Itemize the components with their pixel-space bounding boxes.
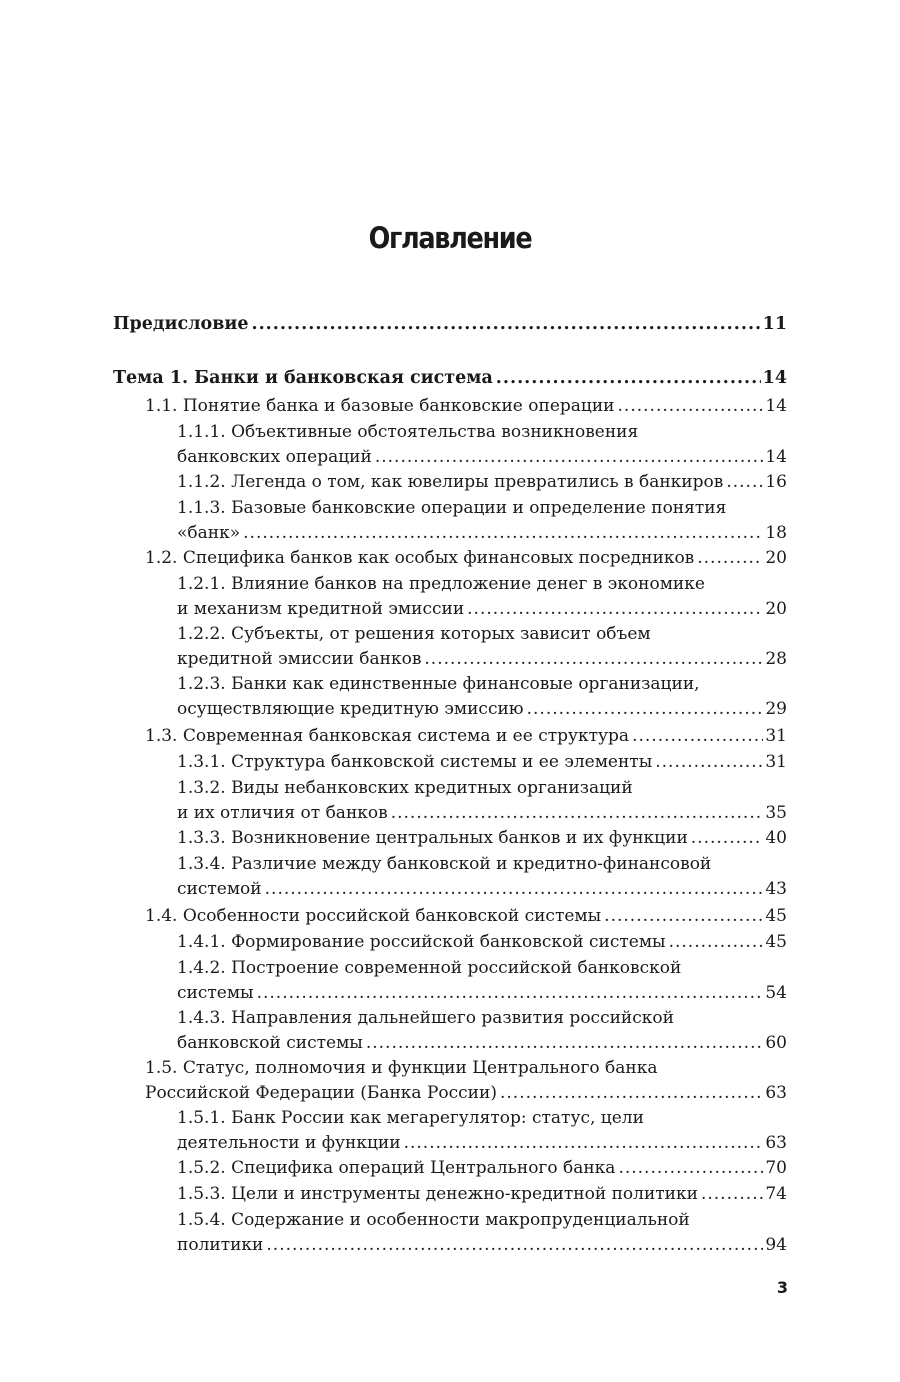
dot-leader	[375, 445, 764, 470]
toc-entry-title: деятельности и функции	[177, 1133, 401, 1153]
dot-leader	[257, 981, 764, 1006]
toc-entry-title: 1.5.1. Банк России как мегарегулятор: статус, цели	[177, 1108, 644, 1128]
toc-entry	[145, 546, 787, 571]
dot-leader	[404, 1131, 764, 1156]
toc-entry-title: системы	[177, 983, 254, 1003]
toc-entry-title: и механизм кредитной эмиссии	[177, 599, 465, 619]
toc-entry-title: «банк»	[177, 523, 241, 543]
toc-entry	[177, 826, 787, 851]
toc-entry-title: 1.3. Современная банковская система и ее структура	[145, 726, 630, 746]
toc-entry-page: 14	[765, 447, 787, 467]
toc-entry	[177, 622, 787, 672]
toc-entry	[177, 852, 787, 902]
toc-entry	[113, 366, 787, 391]
dot-leader	[618, 394, 764, 419]
dot-leader	[618, 1156, 763, 1181]
toc-entry-page: 63	[765, 1083, 787, 1103]
toc-entry-title: 1.1. Понятие банка и базовые банковские операции	[145, 396, 615, 416]
toc-entry-title: 1.2. Специфика банков как особых финансовых посредников	[145, 548, 695, 568]
dot-leader	[251, 312, 760, 337]
toc-entry-title: 1.2.2. Субъекты, от решения которых зависит объем	[177, 624, 651, 644]
dot-leader	[265, 877, 764, 902]
toc-entry-title: 1.3.2. Виды небанковских кредитных организаций	[177, 778, 633, 798]
toc-entry-title: 1.3.4. Различие между банковской и кредитно-финансовой	[177, 854, 712, 874]
dot-leader	[500, 1081, 763, 1106]
dot-leader	[691, 826, 764, 851]
toc-entry-page: 45	[765, 932, 787, 952]
dot-leader	[424, 647, 763, 672]
toc-entry-title: 1.5.3. Цели и инструменты денежно-кредитной политики	[177, 1184, 698, 1204]
toc-entry-page: 31	[765, 752, 787, 772]
toc-entry-page: 74	[765, 1184, 787, 1204]
dot-leader	[527, 697, 764, 722]
toc-entry-title: системой	[177, 879, 262, 899]
dot-leader	[669, 930, 764, 955]
toc-entry	[177, 930, 787, 955]
toc-entry-title: 1.5. Статус, полномочия и функции Центрального банка	[145, 1058, 658, 1078]
toc-entry-title: 1.4.2. Построение современной российской банковской	[177, 958, 682, 978]
toc-entry	[177, 470, 787, 495]
dot-leader	[243, 521, 763, 546]
dot-leader	[366, 1031, 764, 1056]
toc-entry-page: 40	[765, 828, 787, 848]
toc-entry	[145, 1056, 787, 1106]
toc-entry-title: политики	[177, 1235, 264, 1255]
toc-entry-page: 60	[765, 1033, 787, 1053]
toc-entry-title: 1.5.2. Специфика операций Центрального банка	[177, 1158, 616, 1178]
dot-leader	[391, 801, 764, 826]
page-title: Оглавление	[368, 221, 532, 255]
toc-entry	[177, 750, 787, 775]
toc-entry	[177, 420, 787, 470]
toc-entry-title: 1.5.4. Содержание и особенности макропруденциальной	[177, 1210, 690, 1230]
toc-entry-page: 11	[762, 314, 787, 334]
toc-entry-page: 28	[765, 649, 787, 669]
toc-entry-title: Российской Федерации (Банка России)	[145, 1083, 497, 1103]
toc-entry	[177, 1006, 787, 1056]
dot-leader	[632, 724, 763, 749]
toc-entry-page: 35	[765, 803, 787, 823]
toc-entry-page: 70	[765, 1158, 787, 1178]
toc-entry-title: банковских операций	[177, 447, 372, 467]
dot-leader	[701, 1182, 763, 1207]
toc-entry-title: Тема 1. Банки и банковская система	[113, 368, 493, 388]
toc-entry	[177, 672, 787, 722]
toc-entry-page: 63	[765, 1133, 787, 1153]
toc-entry	[177, 1106, 787, 1156]
toc-entry-title: 1.1.1. Объективные обстоятельства возникновения	[177, 422, 639, 442]
dot-leader	[496, 366, 761, 391]
toc-entry	[177, 572, 787, 622]
toc-entry-title: 1.1.3. Базовые банковские операции и определение понятия	[177, 498, 727, 518]
toc-entry	[113, 312, 787, 337]
dot-leader	[655, 750, 763, 775]
toc-entry	[145, 724, 787, 749]
toc-entry-page: 29	[765, 699, 787, 719]
toc-entry-title: Предисловие	[113, 314, 249, 334]
toc-entry	[177, 1208, 787, 1258]
page-number: 3	[776, 1278, 788, 1297]
toc-entry-page: 54	[765, 983, 787, 1003]
toc-entry	[177, 776, 787, 826]
toc-entry-page: 94	[765, 1235, 787, 1255]
toc-entry-page: 31	[765, 726, 787, 746]
toc-entry	[145, 904, 787, 929]
toc-entry-page: 16	[765, 472, 787, 492]
toc-entry-title: 1.4. Особенности российской банковской системы	[145, 906, 602, 926]
toc-entry-page: 45	[765, 906, 787, 926]
toc-entry-title: 1.1.2. Легенда о том, как ювелиры превратились в банкиров	[177, 472, 724, 492]
toc-entry-title: 1.2.1. Влияние банков на предложение денег в экономике	[177, 574, 705, 594]
toc-entry-page: 20	[765, 548, 787, 568]
toc-entry-title: кредитной эмиссии банков	[177, 649, 422, 669]
dot-leader	[726, 470, 763, 495]
toc-entry	[145, 394, 787, 419]
dot-leader	[266, 1233, 763, 1258]
dot-leader	[697, 546, 763, 571]
toc-entry	[177, 1182, 787, 1207]
toc-entry	[177, 1156, 787, 1181]
toc-entry-page: 14	[762, 368, 787, 388]
toc-entry-page: 14	[765, 396, 787, 416]
toc-entry-page: 18	[765, 523, 787, 543]
toc-entry-title: 1.4.1. Формирование российской банковской системы	[177, 932, 666, 952]
dot-leader	[467, 597, 763, 622]
toc-entry-page: 43	[765, 879, 787, 899]
toc-entry	[177, 956, 787, 1006]
toc-entry-title: и их отличия от банков	[177, 803, 388, 823]
toc-entry-title: 1.3.1. Структура банковской системы и ее элементы	[177, 752, 653, 772]
toc-entry-page: 20	[765, 599, 787, 619]
dot-leader	[604, 904, 763, 929]
toc-entry-title: осуществляющие кредитную эмиссию	[177, 699, 524, 719]
toc-entry-title: банковской системы	[177, 1033, 363, 1053]
toc-entry-title: 1.2.3. Банки как единственные финансовые организации,	[177, 674, 700, 694]
toc-entry-title: 1.4.3. Направления дальнейшего развития российской	[177, 1008, 674, 1028]
toc-entry-title: 1.3.3. Возникновение центральных банков и их функции	[177, 828, 688, 848]
toc-entry	[177, 496, 787, 546]
